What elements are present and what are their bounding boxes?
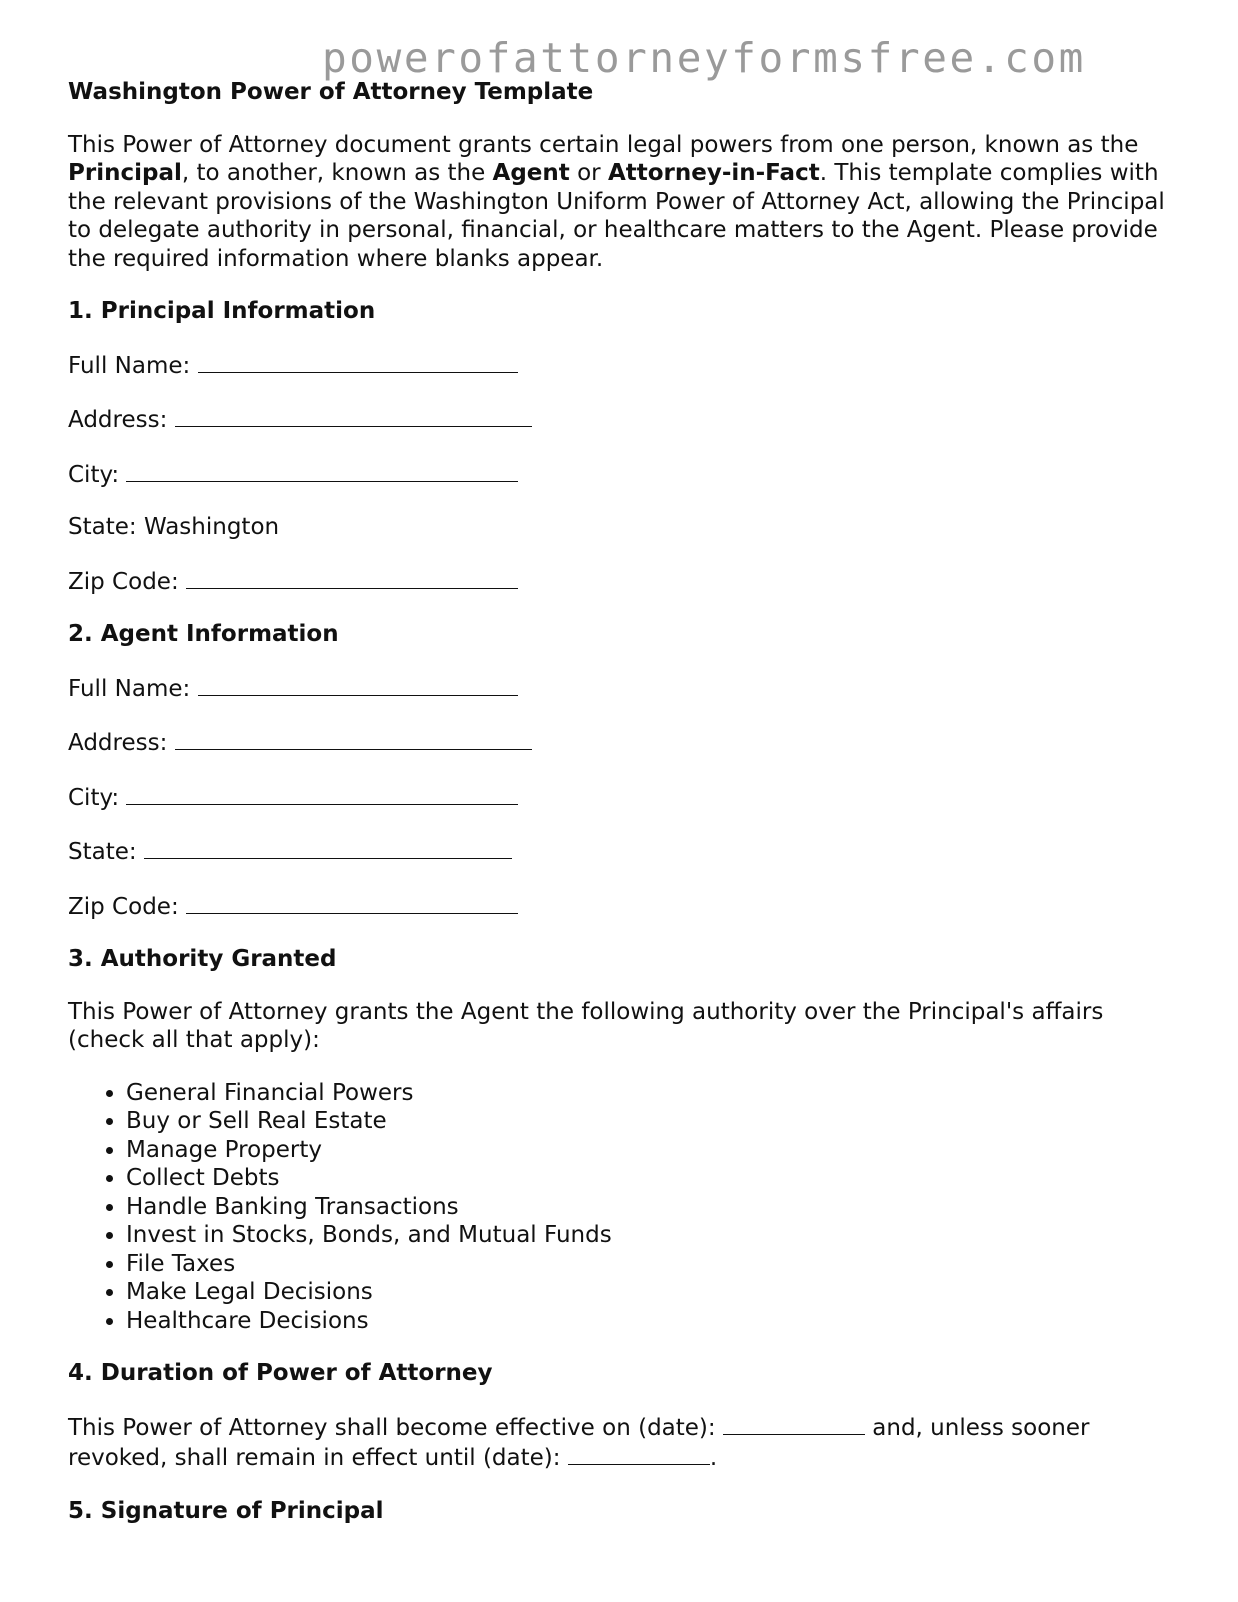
principal-zip-label: Zip Code: <box>68 568 179 595</box>
principal-full-name-blank[interactable] <box>198 350 518 373</box>
authority-item: • Invest in Stocks, Bonds, and Mutual Funds <box>126 1221 1168 1250</box>
agent-address-label: Address: <box>68 730 168 756</box>
agent-address-field <box>68 727 1168 758</box>
agent-section-heading: 2. Agent Information <box>68 621 339 647</box>
authority-item: • Manage Property <box>126 1136 1168 1165</box>
principal-city-field <box>68 459 1168 490</box>
principal-state-field <box>68 513 1168 542</box>
agent-term: Agent <box>492 160 570 186</box>
effective-date-blank[interactable] <box>723 1412 865 1435</box>
duration-text-end: . <box>709 1445 718 1471</box>
intro-text-4: . This template complies with the relevant provisions of the Washington Uniform Power of Attorney Act, allowing the Principal to delegate authority in personal, financial, or healthcare matters to the Agent. Please provide the required information where blanks appear. <box>68 160 1165 272</box>
principal-address-label: Address: <box>68 407 168 433</box>
agent-city-label: City: <box>68 784 120 811</box>
duration-text-start: This Power of Attorney shall become effective on (date): <box>68 1414 723 1441</box>
principal-city-label: City: <box>68 461 120 488</box>
intro-text-3: or <box>569 160 608 186</box>
agent-zip-label: Zip Code: <box>68 893 179 920</box>
duration-section-heading: 4. Duration of Power of Attorney <box>68 1360 493 1386</box>
agent-address-blank[interactable] <box>175 727 532 750</box>
authority-section-heading: 3. Authority Granted <box>68 946 337 972</box>
agent-state-blank[interactable] <box>144 836 512 859</box>
duration-text-middle: and, unless sooner revoked, shall remain in effect until (date): <box>68 1414 1090 1471</box>
principal-address-field <box>68 404 1168 435</box>
agent-zip-field <box>68 891 1168 922</box>
end-date-blank[interactable] <box>568 1442 710 1465</box>
principal-address-blank[interactable] <box>175 404 532 427</box>
principal-full-name-field <box>68 350 1168 381</box>
authority-list <box>68 1079 1168 1336</box>
authority-item: • Handle Banking Transactions <box>126 1193 1168 1222</box>
document-page <box>68 78 1168 1549</box>
agent-full-name-blank[interactable] <box>198 673 518 696</box>
authority-item: • General Financial Powers <box>126 1079 1168 1108</box>
agent-city-field <box>68 782 1168 813</box>
agent-state-field <box>68 836 1168 867</box>
principal-city-blank[interactable] <box>126 459 518 482</box>
authority-item: • File Taxes <box>126 1250 1168 1279</box>
intro-text-1: This Power of Attorney document grants certain legal powers from one person, known as the <box>68 131 1139 158</box>
agent-state-label: State: <box>68 839 137 865</box>
agent-full-name-field <box>68 673 1168 704</box>
intro-paragraph <box>68 131 1168 274</box>
principal-full-name-label: Full Name: <box>68 352 191 379</box>
principal-section-heading: 1. Principal Information <box>68 298 376 324</box>
principal-state-label: State: Washington <box>68 514 280 540</box>
principal-zip-blank[interactable] <box>186 566 518 589</box>
authority-item: • Make Legal Decisions <box>126 1278 1168 1307</box>
principal-zip-field <box>68 566 1168 597</box>
signature-section-heading: 5. Signature of Principal <box>68 1497 384 1524</box>
authority-item: • Collect Debts <box>126 1164 1168 1193</box>
document-title: Washington Power of Attorney Template <box>68 79 594 105</box>
intro-text-2: , to another, known as the <box>181 160 493 186</box>
attorney-in-fact-term: Attorney-in-Fact <box>607 160 820 186</box>
agent-zip-blank[interactable] <box>186 891 518 914</box>
duration-paragraph <box>68 1412 1168 1473</box>
authority-item: • Healthcare Decisions <box>126 1307 1168 1336</box>
authority-item: • Buy or Sell Real Estate <box>126 1107 1168 1136</box>
watermark: powerofattorneyformsfree.com <box>322 34 1086 82</box>
authority-description: This Power of Attorney grants the Agent the following authority over the Principal's affairs (check all that apply): <box>68 998 1104 1053</box>
principal-term: Principal <box>68 160 182 186</box>
agent-full-name-label: Full Name: <box>68 675 191 702</box>
agent-city-blank[interactable] <box>126 782 518 805</box>
